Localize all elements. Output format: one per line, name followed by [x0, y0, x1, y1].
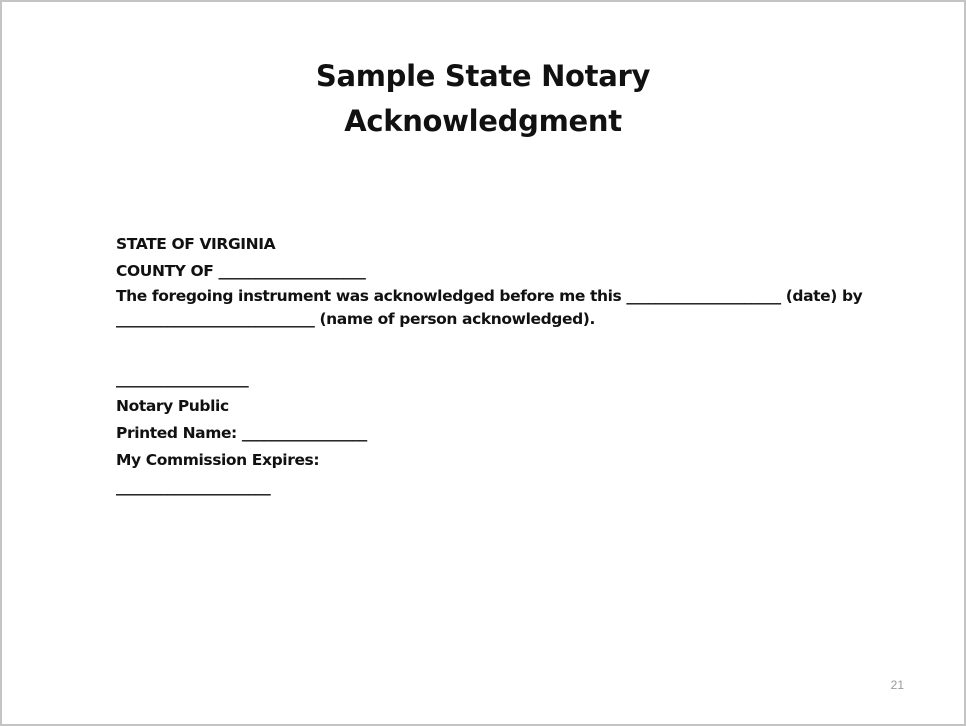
- page-number: 21: [890, 678, 904, 692]
- instrument-line-2: ___________________________ (name of person acknowledged).: [116, 310, 595, 328]
- title-line-1: Sample State Notary: [315, 59, 651, 93]
- spacer: [116, 331, 896, 366]
- printed-name-line: Printed Name: _________________: [116, 424, 367, 442]
- commission-expires-label: My Commission Expires:: [116, 451, 320, 469]
- document-title: [2, 54, 964, 144]
- state-line: STATE OF VIRGINIA: [116, 235, 276, 253]
- acknowledgment-body: [116, 231, 896, 501]
- title-line-2: Acknowledgment: [344, 104, 622, 138]
- commission-expires-line: _____________________: [116, 478, 271, 496]
- notary-public-label: Notary Public: [116, 397, 229, 415]
- instrument-line-1: The foregoing instrument was acknowledged before me this _____________________ (date) by: [116, 287, 863, 305]
- county-line: COUNTY OF ____________________: [116, 262, 366, 280]
- signature-line: __________________: [116, 370, 249, 388]
